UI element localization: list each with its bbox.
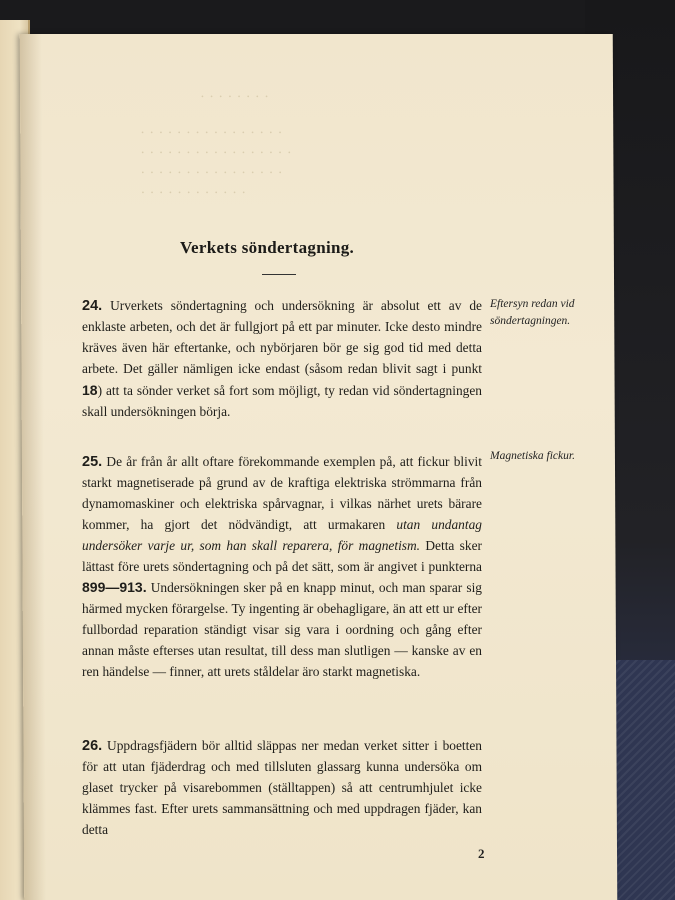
reference-number: 899—913. (82, 579, 147, 596)
section-number: 24. (82, 298, 103, 314)
paragraph-text: Uppdragsfjädern bör alltid släppas ner medan verket sitter i boetten för att utan fjäderdrag och med tillsluten glassarg kunna undersöka om glaset trycker på visarebommen (ställtappen) så att centrumhjulet icke klämmes fast. Efter urets sammansättning och med uppdragen fjäder, kan detta (82, 738, 482, 837)
paragraph-text: ) att ta sönder verket så fort som möjligt, ty redan vid söndertagningen skall undersökningen börja. (82, 382, 482, 419)
reference-number: 18 (82, 381, 98, 398)
margin-note-25: Magnetiska fickur. (490, 450, 575, 462)
paragraph-24 (82, 296, 482, 422)
paragraph-26 (82, 736, 482, 841)
bleed-through-text: · · · · · · · · · · · · · · · · (140, 126, 283, 141)
paragraph-text: De år från år allt oftare förekommande exemplen på, att fickur blivit starkt magnetiserade på grund av de kraftiga elektriska strömmarna från dynamomaskiner och elektriska spårvagnar, i vilkas närhet urets bärare kommer, ha gjort det nödvändigt, att urmakaren (82, 454, 482, 532)
page-title: Verkets söndertagning. (180, 238, 355, 257)
paragraph-25 (82, 452, 482, 683)
bleed-through-text: · · · · · · · · (200, 90, 270, 105)
section-number: 26. (82, 738, 103, 754)
paragraph-text: Urverkets söndertagning och undersökning är absolut ett av de enklaste arbeten, och det är fullgjort på ett par minuter. Icke desto mindre kräves även här eftertanke, och nybörjaren bör ge sig god tid med detta arbete. Det gäller nämligen icke endast (såsom redan blivit sagt i punkt (82, 298, 482, 376)
paragraph-text: Detta sker lättast före urets söndertagning och på det sätt, som är angivet i punkterna (82, 537, 482, 574)
bleed-through-text: · · · · · · · · · · · · · · · · (140, 166, 284, 181)
margin-note-24: Eftersyn redan vid söndertagningen. (490, 298, 575, 327)
section-number: 25. (82, 454, 103, 470)
bleed-through-text: · · · · · · · · · · · · (140, 186, 247, 201)
bleed-through-text: · · · · · · · · · · · · · · · · · (140, 146, 293, 161)
emphasized-text: utan undantag undersöker varje ur, som han skall reparera, för magnetism. (82, 516, 482, 553)
paragraph-text: Undersökningen sker på en knapp minut, och man sparar sig härmed mycken förargelse. Ty ingenting är obehagligare, än att ett ur efter fullbordad reparation ständigt visar sig vara i oordning och gång efter annan måste efterses utan resultat, till dess man slutligen — kanske av en ren händelse — finner, att urets ståldelar äro starkt magnetiska. (82, 580, 482, 680)
title-divider (262, 274, 296, 275)
page-number: 2 (478, 846, 485, 861)
fabric-background (610, 660, 675, 900)
